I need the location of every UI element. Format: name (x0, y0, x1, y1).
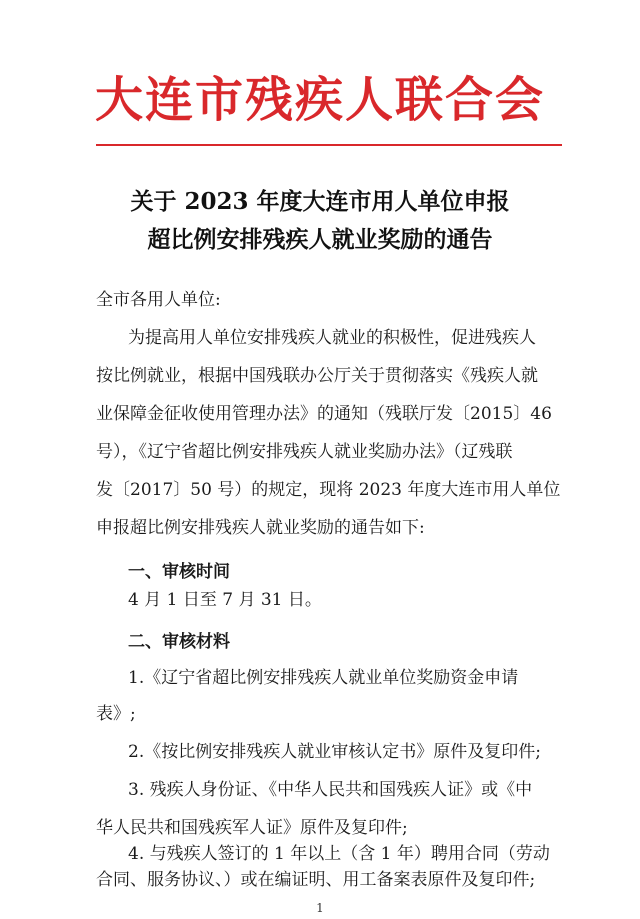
review-time-content: 4 月 1 日至 7 月 31 日。 (128, 590, 322, 610)
material-item-4-line-2: 合同、服务协议、）或在编证明、用工备案表原件及复印件; (96, 870, 536, 890)
section-heading-review-materials: 二、审核材料 (128, 632, 230, 652)
material-item-3-line-1: 3. 残疾人身份证、《中华人民共和国残疾人证》或《中 (128, 780, 533, 800)
salutation: 全市各用人单位: (96, 290, 221, 310)
section-heading-review-time: 一、审核时间 (128, 562, 230, 582)
document-title-line-2: 超比例安排残疾人就业奖励的通告 (147, 226, 493, 253)
material-item-1-line-1: 1.《辽宁省超比例安排残疾人就业单位奖励资金申请 (128, 668, 519, 688)
intro-paragraph-line: 号），《辽宁省超比例安排残疾人就业奖励办法》（辽残联 (96, 442, 513, 462)
material-item-2: 2.《按比例安排残疾人就业审核认定书》原件及复印件; (128, 742, 541, 762)
intro-paragraph-line: 按比例就业，根据中国残联办公厅关于贯彻落实《残疾人就 (96, 366, 538, 386)
intro-paragraph-line: 为提高用人单位安排残疾人就业的积极性，促进残疾人 (128, 328, 536, 348)
material-item-4-line-1: 4. 与残疾人签订的 1 年以上（含 1 年）聘用合同（劳动 (128, 844, 550, 864)
document-title-line-1: 关于 2023 年度大连市用人单位申报 (130, 188, 510, 215)
page-number: 1 (316, 901, 324, 915)
intro-paragraph-line: 申报超比例安排残疾人就业奖励的通告如下: (96, 518, 425, 538)
intro-paragraph-line: 业保障金征收使用管理办法》的通知（残联厅发〔2015〕46 (96, 404, 552, 424)
material-item-3-line-2: 华人民共和国残疾军人证》原件及复印件; (96, 818, 408, 838)
intro-paragraph-line: 发〔2017〕50 号）的规定，现将 2023 年度大连市用人单位 (96, 480, 561, 500)
material-item-1-line-2: 表》; (96, 704, 136, 724)
issuing-organization-header: 大连市残疾人联合会 (94, 72, 545, 128)
red-header-rule (96, 144, 562, 146)
